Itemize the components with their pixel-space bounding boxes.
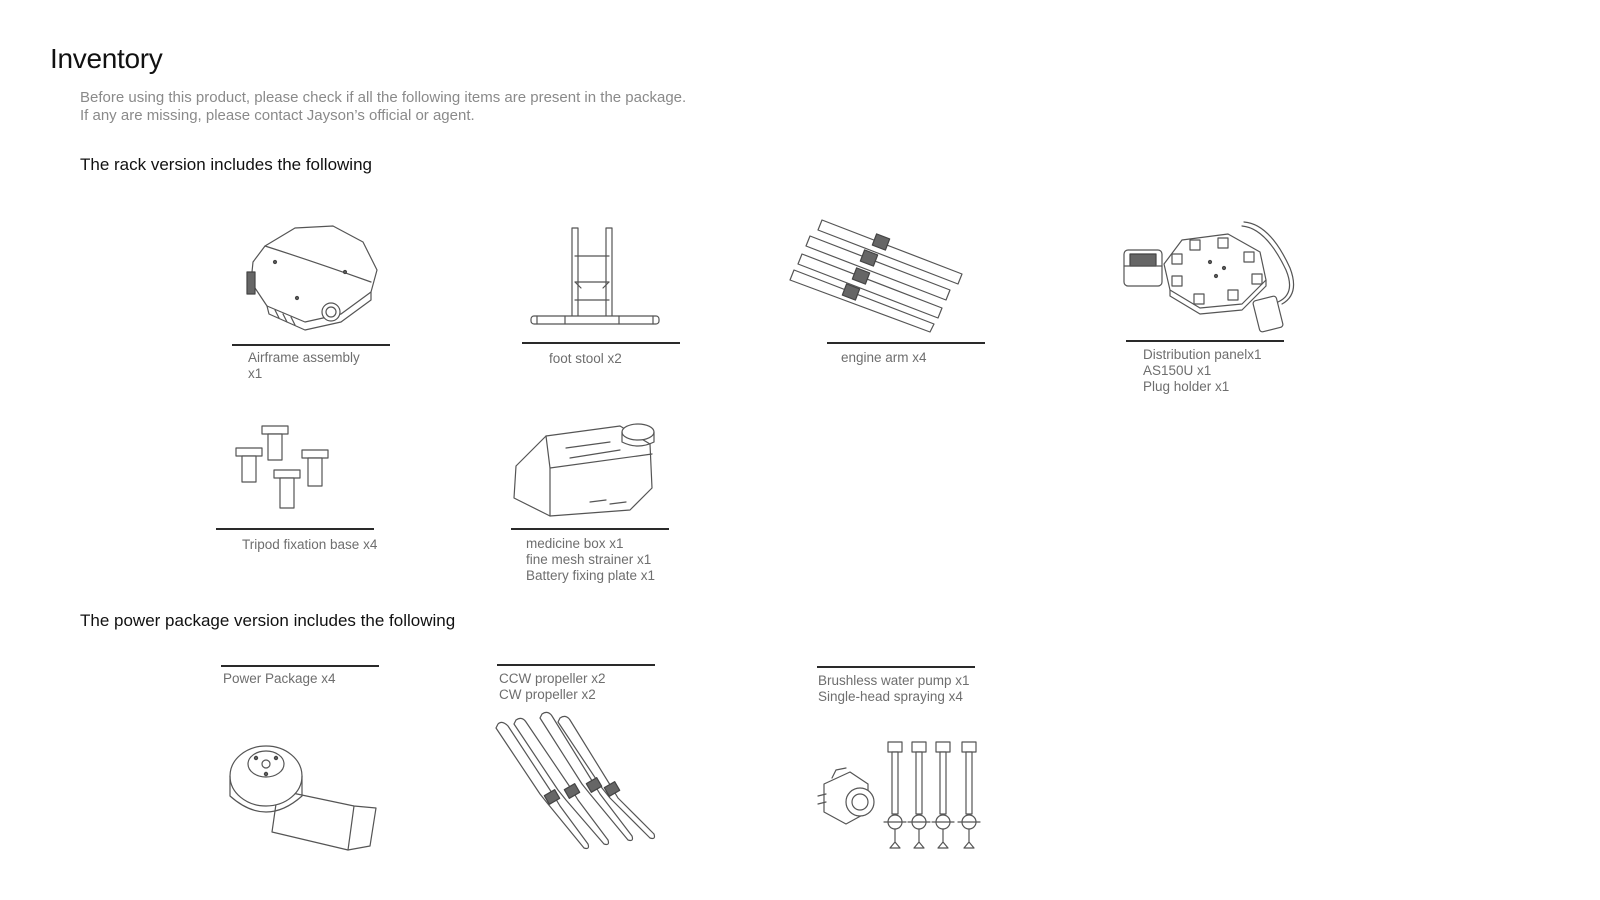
caption-line: CW propeller x2: [499, 687, 596, 702]
caption-line: Airframe assembly: [248, 350, 360, 365]
power-package-icon: [228, 736, 378, 852]
water-pump-icon: [816, 738, 992, 852]
airframe-assembly-icon: [245, 222, 385, 332]
caption-line: medicine box x1: [526, 536, 624, 551]
item-rule: [817, 666, 975, 668]
item-rule: [522, 342, 680, 344]
caption-line: Battery fixing plate x1: [526, 568, 656, 583]
item-rule: [497, 664, 655, 666]
item-rule: [232, 344, 390, 346]
item-caption-distribution-panel: [1143, 347, 1262, 395]
item-caption-water-pump: [818, 673, 970, 705]
foot-stool-icon: [525, 222, 665, 332]
medicine-box-icon: [510, 418, 670, 518]
caption-line: Distribution panelx1: [1143, 347, 1262, 362]
item-rule: [511, 528, 669, 530]
item-caption-engine-arm: [841, 350, 927, 366]
caption-line: CCW propeller x2: [499, 671, 606, 686]
item-caption-tripod: [242, 537, 377, 553]
caption-line: fine mesh strainer x1: [526, 552, 652, 567]
rack-section-heading: The rack version includes the following: [80, 155, 372, 174]
caption-line: Brushless water pump x1: [818, 673, 970, 688]
engine-arm-icon: [790, 216, 970, 331]
page-title: Inventory: [50, 43, 163, 74]
caption-line: x1: [248, 366, 263, 381]
item-rule: [1126, 340, 1284, 342]
caption-line: foot stool x2: [549, 351, 622, 366]
caption-line: Plug holder x1: [1143, 379, 1230, 394]
item-caption-propellers: [499, 671, 606, 703]
item-rule: [216, 528, 374, 530]
item-caption-power-package: [223, 671, 336, 687]
item-rule: [827, 342, 985, 344]
intro-text: [80, 89, 686, 125]
item-caption-airframe: [248, 350, 360, 382]
caption-line: AS150U x1: [1143, 363, 1212, 378]
power-section-heading: The power package version includes the following: [80, 611, 456, 630]
caption-line: Tripod fixation base x4: [242, 537, 378, 552]
item-caption-medicine-box: [526, 536, 655, 584]
item-rule: [221, 665, 379, 667]
distribution-panel-icon: [1120, 218, 1305, 338]
caption-line: Single-head spraying x4: [818, 689, 963, 704]
tripod-fixation-base-icon: [232, 420, 342, 515]
intro-line: If any are missing, please contact Jayson’s official or agent.: [80, 107, 475, 124]
item-caption-foot-stool: [549, 351, 622, 367]
caption-line: Power Package x4: [223, 671, 336, 686]
intro-line: Before using this product, please check if all the following items are present in the package.: [80, 89, 687, 106]
caption-line: engine arm x4: [841, 350, 927, 365]
propeller-icon: [494, 710, 660, 850]
